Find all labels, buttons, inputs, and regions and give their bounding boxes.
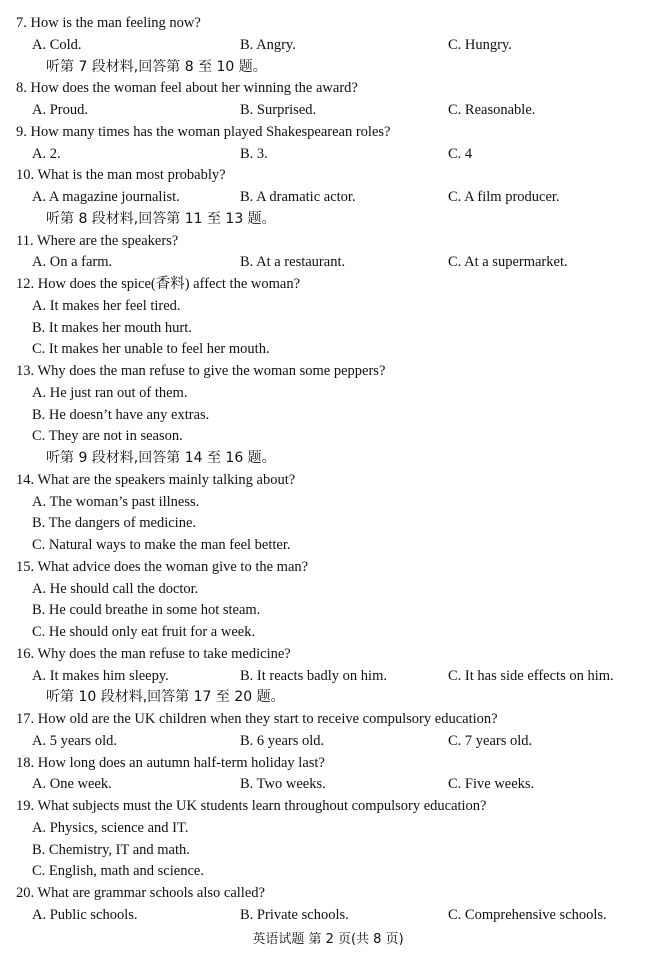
question-text: 10. What is the man most probably? — [16, 167, 226, 184]
answer-option: A. He should call the doctor. — [32, 580, 199, 597]
section-instruction: 听第 9 段材料,回答第 14 至 16 题。 — [46, 450, 276, 466]
answer-option: A. 2. — [32, 145, 61, 162]
question-text: 13. Why does the man refuse to give the woman some peppers? — [16, 363, 386, 379]
answer-option: B. It reacts badly on him. — [240, 667, 387, 684]
question-text: 20. What are grammar schools also called? — [16, 885, 265, 901]
answer-option: B. The dangers of medicine. — [32, 515, 197, 532]
answer-option: A. Proud. — [32, 102, 88, 118]
answer-option: C. Reasonable. — [448, 102, 536, 118]
answer-option: A. Public schools. — [32, 906, 138, 923]
section-instruction: 听第 8 段材料,回答第 11 至 13 题。 — [46, 210, 276, 227]
answer-option: A. On a farm. — [32, 254, 113, 271]
answer-option: C. He should only eat fruit for a week. — [32, 624, 256, 640]
section-instruction: 听第 7 段材料,回答第 8 至 10 题。 — [46, 58, 267, 75]
question-text: 11. Where are the speakers? — [16, 232, 179, 249]
answer-option: B. 3. — [240, 145, 268, 162]
page-footer: 英语试题 第 2 页(共 8 页) — [252, 932, 404, 947]
answer-option: A. Cold. — [32, 36, 82, 53]
answer-option: B. It makes her mouth hurt. — [32, 319, 192, 336]
question-text: 17. How old are the UK children when they start to receive compulsory education? — [16, 711, 498, 727]
answer-option: B. He could breathe in some hot steam. — [32, 602, 261, 619]
answer-option: B. Two weeks. — [240, 776, 326, 793]
answer-option: A. It makes him sleepy. — [32, 667, 169, 684]
answer-option: B. A dramatic actor. — [240, 189, 356, 205]
answer-option: B. Private schools. — [240, 906, 349, 923]
answer-option: A. The woman’s past illness. — [32, 493, 200, 510]
section-instruction: 听第 10 段材料,回答第 17 至 20 题。 — [46, 689, 285, 706]
answer-option: A. A magazine journalist. — [32, 189, 180, 205]
answer-option: B. Chemistry, IT and math. — [32, 841, 190, 858]
question-text: 15. What advice does the woman give to the man? — [16, 558, 309, 575]
answer-option: C. It makes her unable to feel her mouth. — [32, 341, 270, 358]
answer-option: C. English, math and science. — [32, 863, 204, 880]
question-text: 16. Why does the man refuse to take medicine? — [16, 645, 291, 662]
question-text: 12. How does the spice(香料) affect the woman? — [16, 276, 301, 292]
question-text: 7. How is the man feeling now? — [16, 15, 201, 31]
answer-option: B. At a restaurant. — [240, 254, 346, 271]
answer-option: C. Comprehensive schools. — [448, 906, 607, 923]
answer-option: A. One week. — [32, 776, 112, 793]
answer-option: C. 4 — [448, 145, 473, 162]
answer-option: C. Hungry. — [448, 36, 512, 53]
answer-option: C. At a supermarket. — [448, 254, 568, 271]
answer-option: A. He just ran out of them. — [32, 384, 188, 401]
answer-option: C. 7 years old. — [448, 732, 533, 749]
answer-option: C. Natural ways to make the man feel better. — [32, 537, 291, 553]
answer-option: A. 5 years old. — [32, 732, 117, 749]
question-text: 9. How many times has the woman played Shakespearean roles? — [16, 123, 391, 140]
answer-option: C. They are not in season. — [32, 428, 183, 445]
answer-option: B. 6 years old. — [240, 732, 325, 749]
question-text: 8. How does the woman feel about her winning the award? — [16, 80, 358, 97]
question-text: 14. What are the speakers mainly talking about? — [16, 471, 296, 488]
answer-option: C. It has side effects on him. — [448, 667, 614, 684]
question-text: 18. How long does an autumn half-term holiday last? — [16, 754, 325, 771]
answer-option: B. He doesn’t have any extras. — [32, 406, 210, 423]
question-text: 19. What subjects must the UK students learn throughout compulsory education? — [16, 798, 487, 814]
answer-option: A. It makes her feel tired. — [32, 297, 181, 314]
answer-option: C. Five weeks. — [448, 776, 535, 793]
answer-option: B. Surprised. — [240, 102, 317, 118]
answer-option: B. Angry. — [240, 36, 296, 53]
answer-option: A. Physics, science and IT. — [32, 819, 189, 836]
answer-option: C. A film producer. — [448, 189, 560, 205]
